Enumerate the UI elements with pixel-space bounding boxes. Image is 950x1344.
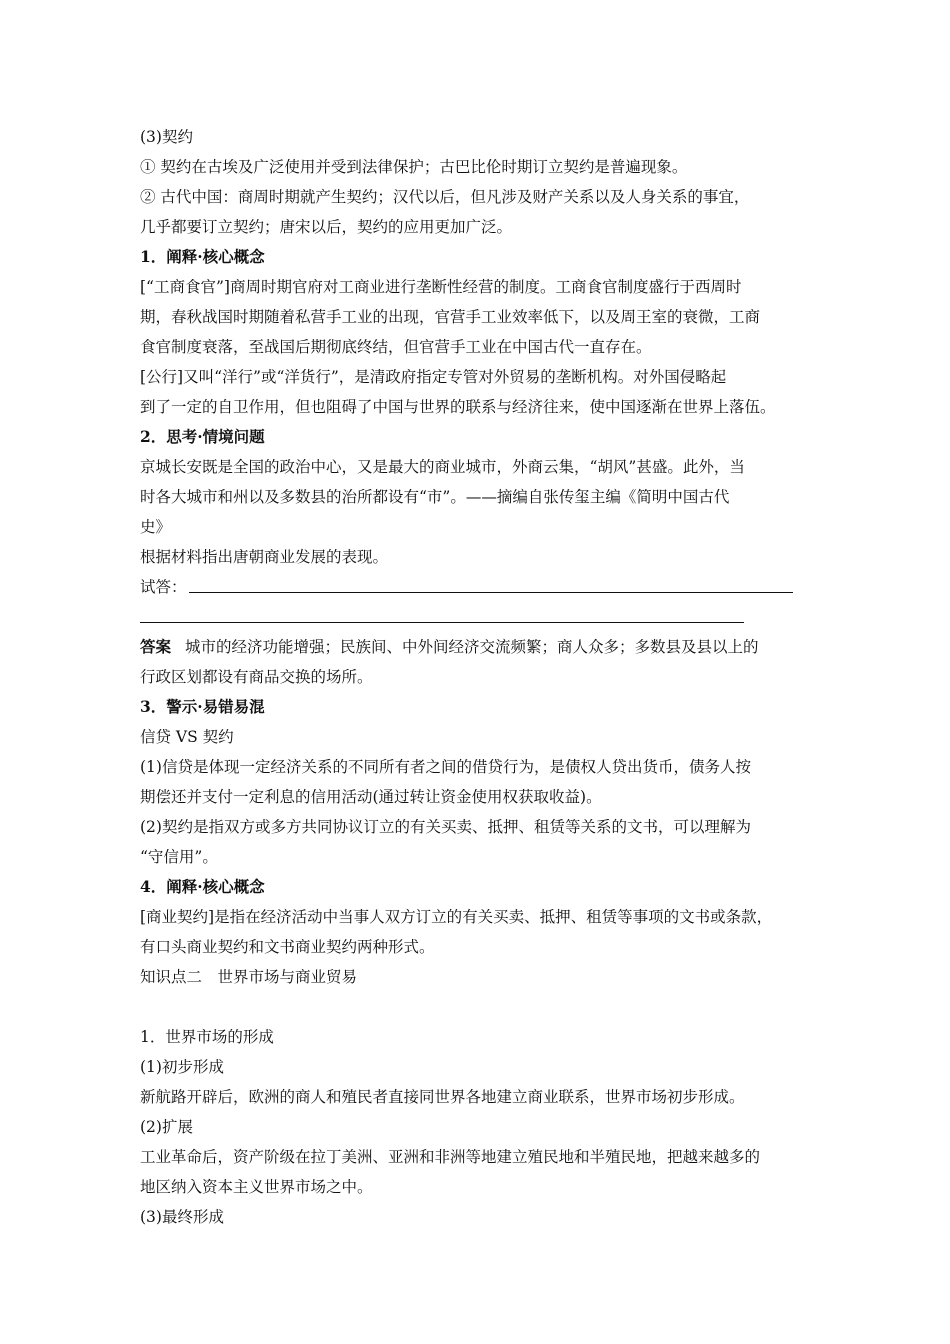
paragraph-line: 食官制度衰落，至战国后期彻底终结，但官营手工业在中国古代一直存在。 (140, 338, 652, 356)
answer-text: 城市的经济功能增强；民族间、中外间经济交流频繁；商人众多；多数县及县以上的 (185, 638, 759, 656)
subheading-contract: (3)契约 (140, 128, 193, 146)
paragraph-line: 到了一定的自卫作用，但也阻碍了中国与世界的联系与经济往来，使中国逐渐在世界上落伍。 (140, 398, 776, 416)
try-answer-label: 试答： (140, 578, 187, 596)
answer-label: 答案 (140, 637, 172, 656)
section-heading-2: 2．思考·情境问题 (140, 427, 265, 446)
paragraph-line: [“工商食官”]商周时期官府对工商业进行垄断性经营的制度。工商食官制度盛行于西周时 (140, 278, 742, 296)
paragraph-line: ① 契约在古埃及广泛使用并受到法律保护；古巴比伦时期订立契约是普遍现象。 (140, 158, 688, 176)
knowledge-point-title: 知识点二 世界市场与商业贸易 (140, 968, 358, 986)
paragraph-line: (2)契约是指双方或多方共同协议订立的有关买卖、抵押、租赁等关系的文书，可以理解为 (140, 818, 751, 836)
answer-blank-row-1 (140, 572, 820, 602)
section-heading-1: 1．阐释·核心概念 (140, 247, 265, 266)
paragraph-line: 史》 (140, 518, 172, 536)
answer-blank-row-2 (140, 602, 820, 632)
paragraph-line: 新航路开辟后，欧洲的商人和殖民者直接同世界各地建立商业联系，世界市场初步形成。 (140, 1088, 745, 1106)
paragraph-line: ② 古代中国：商周时期就产生契约；汉代以后，但凡涉及财产关系以及人身关系的事宜， (140, 188, 750, 206)
paragraph-line: 1．世界市场的形成 (140, 1028, 274, 1046)
paragraph-line: 工业革命后，资产阶级在拉丁美洲、亚洲和非洲等地建立殖民地和半殖民地，把越来越多的 (140, 1148, 761, 1166)
paragraph-line: 有口头商业契约和文书商业契约两种形式。 (140, 938, 435, 956)
section-heading-4: 4．阐释·核心概念 (140, 877, 265, 896)
paragraph-line: 时各大城市和州以及多数县的治所都设有“市”。——摘编自张传玺主编《简明中国古代 (140, 488, 730, 506)
question-text: 根据材料指出唐朝商业发展的表现。 (140, 548, 389, 566)
paragraph-line: 期偿还并支付一定利息的信用活动(通过转让资金使用权获取收益)。 (140, 788, 602, 806)
document-page (140, 122, 820, 1232)
paragraph-line: 期，春秋战国时期随着私营手工业的出现，官营手工业效率低下，以及周王室的衰微，工商 (140, 308, 761, 326)
spacer (140, 992, 820, 1022)
answer-line (140, 632, 820, 662)
paragraph-line: 信贷 VS 契约 (140, 728, 234, 746)
paragraph-line: (3)最终形成 (140, 1208, 224, 1226)
paragraph-line: (2)扩展 (140, 1118, 193, 1136)
paragraph-line: [商业契约]是指在经济活动中当事人双方订立的有关买卖、抵押、租赁等事项的文书或条款， (140, 908, 773, 926)
paragraph-line: 几乎都要订立契约；唐宋以后，契约的应用更加广泛。 (140, 218, 513, 236)
paragraph-line: 行政区划都设有商品交换的场所。 (140, 668, 373, 686)
paragraph-line: 京城长安既是全国的政治中心，又是最大的商业城市，外商云集，“胡风”甚盛。此外，当 (140, 458, 745, 476)
paragraph-line: (1)信贷是体现一定经济关系的不同所有者之间的借贷行为，是债权人贷出货币，债务人按 (140, 758, 751, 776)
answer-underline (140, 622, 744, 623)
paragraph-line: 地区纳入资本主义世界市场之中。 (140, 1178, 373, 1196)
paragraph-line: [公行]又叫“洋行”或“洋货行”，是清政府指定专管对外贸易的垄断机构。对外国侵略起 (140, 368, 727, 386)
answer-underline (189, 592, 793, 593)
paragraph-line: “守信用”。 (140, 848, 218, 866)
section-heading-3: 3．警示·易错易混 (140, 697, 265, 716)
paragraph-line: (1)初步形成 (140, 1058, 224, 1076)
